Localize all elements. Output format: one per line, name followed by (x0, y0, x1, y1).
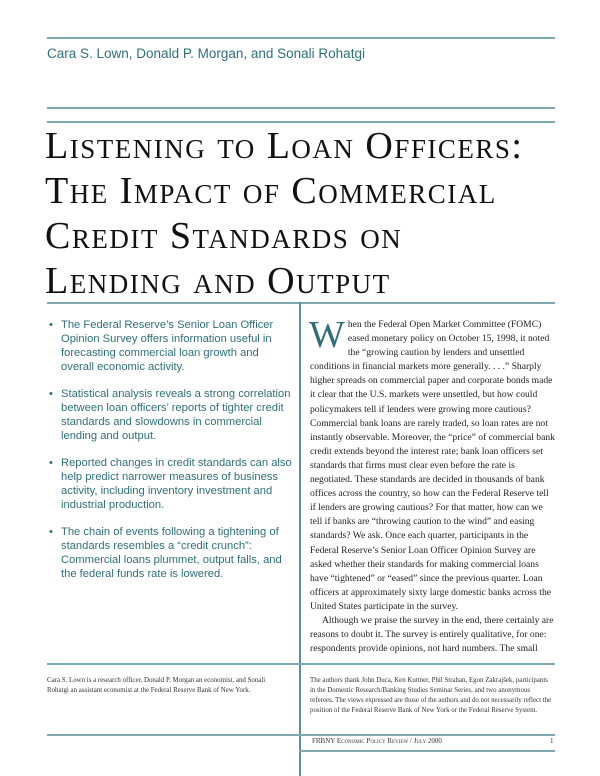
author-line: Cara S. Lown, Donald P. Morgan, and Sonali Rohatgi (47, 46, 365, 61)
section-rule (47, 302, 555, 304)
summary-bullet: • Statistical analysis reveals a strong correlation between loan officers’ reports of tighter credit standards and slowdowns in commercial lending and output. (47, 387, 292, 443)
acknowledgment-footnote: The authors thank John Duca, Ken Kuttner, Phil Strahan, Egon Zakrajšek, participants in the Domestic Research/Banking Studies Seminar Series, and two anonymous referees. The views expressed are those of the authors and do not necessarily reflect the position of the Federal Reserve Bank of New York or the Federal Reserve System. (310, 677, 552, 714)
article-title (45, 124, 523, 304)
footer-rule (47, 734, 555, 736)
title-line: Lending and Output (45, 260, 391, 302)
summary-bullets (47, 318, 292, 594)
title-line: Listening to Loan Officers: (45, 125, 524, 167)
summary-bullet: • The Federal Reserve’s Senior Loan Officer Opinion Survey offers information useful in forecasting commercial loan growth and overall economic activity. (47, 318, 292, 374)
article-body (309, 314, 555, 656)
journal-footer: FRBNY Economic Policy Review / July 2000 (312, 737, 442, 745)
title-rule-lower (47, 121, 555, 123)
body-paragraph (309, 314, 555, 614)
footer-bottom-rule (299, 750, 555, 752)
footnote-rule (47, 663, 555, 665)
summary-bullet: • Reported changes in credit standards can also help predict narrower measures of business activity, including inventory investment and industrial production. (47, 456, 292, 512)
title-rule-upper (47, 107, 555, 109)
author-footnote: Cara S. Lown is a research officer, Donald P. Morgan an economist, and Sonali Rohatgi an assistant economist at the Federal Reserve Bank of New York. (47, 677, 266, 694)
column-divider (299, 302, 301, 776)
body-paragraph: Although we praise the survey in the end, there certainly are reasons to doubt it. The survey is entirely qualitative, for one: respondents provide opinions, not hard numbers. The small (310, 614, 554, 655)
drop-cap: W (309, 314, 345, 356)
title-line: The Impact of Commercial (45, 170, 497, 212)
summary-bullet: • The chain of events following a tightening of standards resembles a “credit crunch”: Commercial loans plummet, output falls, and the federal funds rate is lowered. (47, 525, 292, 581)
paragraph-text: hen the Federal Open Market Committee (FOMC) eased monetary policy on October 15, 1998, it noted the “growing caution by lenders and unsettled conditions in financial markets more generally. . . .” Sharply higher spreads on commercial paper and corporate bonds made it clear that the U.S. markets were unsettled, but how could policymakers tell if lenders were growing more cautious? Commercial bank loans are rarely traded, so loan rates are not instantly observable. Moreover, the “price” of commercial bank credit extends beyond the interest rate; bank loan officers set standards that firms must clear even before the rate is negotiated. These standards are decided in thousands of bank offices across the country, so how can the Federal Reserve tell if lenders are growing cautious? For that matter, how can we tell if banks are “throwing caution to the wind” and easing standards? We ask. Once each quarter, participants in the Federal Reserve’s Senior Loan Officer Opinion Survey are asked whether their standards for making commercial loans have “tightened” or “eased” since the previous quarter. Loan officers at approximately sixty large domestic banks across the United States participate in the survey. (310, 319, 555, 612)
top-rule (47, 37, 555, 39)
title-line: Credit Standards on (45, 215, 403, 257)
page-number: 1 (550, 737, 554, 745)
